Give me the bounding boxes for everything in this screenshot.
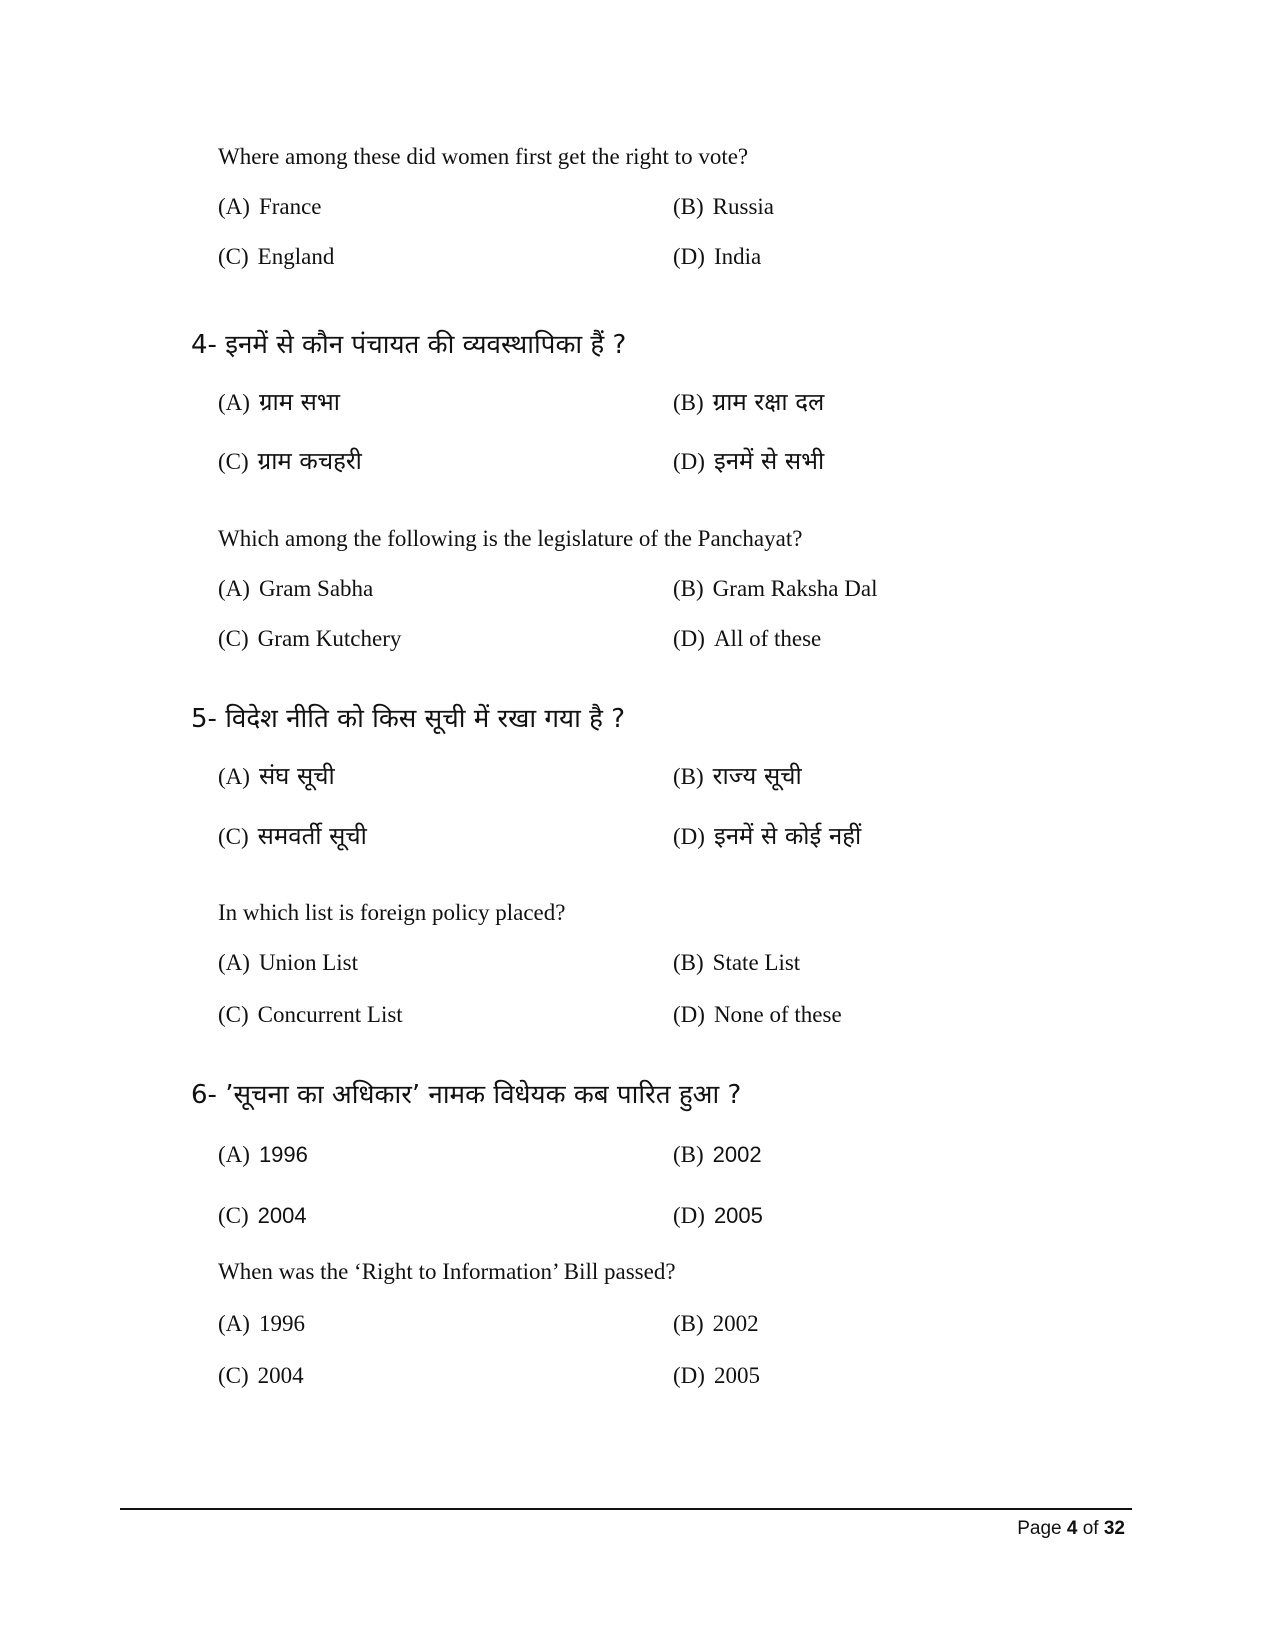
option-text: State List bbox=[712, 950, 801, 975]
option-letter: (B) bbox=[673, 576, 704, 601]
question-text: In which list is foreign policy placed? bbox=[218, 900, 566, 925]
option-a bbox=[218, 194, 322, 220]
option-text: 2005 bbox=[713, 1203, 763, 1228]
option-text: ग्राम सभा bbox=[258, 388, 340, 416]
option-letter: (D) bbox=[673, 1363, 705, 1388]
option-text: All of these bbox=[713, 626, 822, 651]
option-letter: (A) bbox=[218, 1142, 250, 1167]
option-b bbox=[673, 576, 877, 602]
option-text: 2004 bbox=[257, 1363, 304, 1388]
option-b bbox=[673, 950, 800, 976]
question-text: When was the ‘Right to Information’ Bill passed? bbox=[218, 1259, 676, 1284]
option-b bbox=[673, 759, 802, 792]
option-letter: (D) bbox=[673, 244, 705, 269]
page-current: 4 bbox=[1066, 1518, 1078, 1539]
option-letter: (D) bbox=[673, 1203, 705, 1228]
option-letter: (B) bbox=[673, 390, 704, 415]
option-text: Union List bbox=[258, 950, 358, 975]
option-a bbox=[218, 385, 340, 418]
option-letter: (C) bbox=[218, 1363, 249, 1388]
option-a bbox=[218, 950, 358, 976]
option-letter: (B) bbox=[673, 1142, 704, 1167]
page-prefix: Page bbox=[1017, 1518, 1067, 1539]
option-text: 1996 bbox=[258, 1311, 305, 1336]
option-text: 2002 bbox=[712, 1142, 762, 1167]
option-text: राज्य सूची bbox=[712, 762, 802, 790]
option-a bbox=[218, 1142, 308, 1168]
footer-divider bbox=[120, 1508, 1132, 1510]
option-b bbox=[673, 1311, 759, 1337]
option-b bbox=[673, 385, 824, 418]
option-letter: (A) bbox=[218, 1311, 250, 1336]
option-letter: (C) bbox=[218, 1203, 249, 1228]
option-text: 2004 bbox=[257, 1203, 307, 1228]
option-letter: (D) bbox=[673, 449, 705, 474]
option-c bbox=[218, 1002, 403, 1028]
option-a bbox=[218, 576, 373, 602]
option-b bbox=[673, 194, 774, 220]
option-c bbox=[218, 244, 334, 270]
option-letter: (D) bbox=[673, 1002, 705, 1027]
option-letter: (C) bbox=[218, 1002, 249, 1027]
question-text: Which among the following is the legislature of the Panchayat? bbox=[218, 526, 803, 551]
question-text-hindi: 4- इनमें से कौन पंचायत की व्यवस्थापिका हैं ? bbox=[191, 330, 627, 360]
option-text: इनमें से सभी bbox=[713, 447, 825, 475]
option-c bbox=[218, 626, 401, 652]
option-letter: (C) bbox=[218, 244, 249, 269]
option-letter: (A) bbox=[218, 390, 250, 415]
option-d bbox=[673, 244, 761, 270]
option-text: 2005 bbox=[713, 1363, 760, 1388]
option-text: समवर्ती सूची bbox=[257, 822, 367, 850]
option-d bbox=[673, 1363, 760, 1389]
option-letter: (A) bbox=[218, 576, 250, 601]
question-text-hindi: 5- विदेश नीति को किस सूची में रखा गया है ? bbox=[191, 704, 626, 734]
page-number bbox=[1017, 1518, 1125, 1540]
option-c bbox=[218, 819, 367, 852]
question-text: Where among these did women first get the right to vote? bbox=[218, 144, 749, 169]
option-text: Gram Raksha Dal bbox=[712, 576, 878, 601]
option-text: Russia bbox=[712, 194, 775, 219]
question-text-hindi: 6- ’सूचना का अधिकार’ नामक विधेयक कब पारित हुआ ? bbox=[191, 1080, 742, 1110]
option-c bbox=[218, 444, 362, 477]
option-a bbox=[218, 759, 335, 792]
option-letter: (B) bbox=[673, 950, 704, 975]
option-d bbox=[673, 819, 861, 852]
option-d bbox=[673, 1002, 842, 1028]
option-c bbox=[218, 1203, 307, 1229]
option-text: Concurrent List bbox=[257, 1002, 403, 1027]
option-letter: (A) bbox=[218, 194, 250, 219]
option-text: ग्राम कचहरी bbox=[257, 447, 362, 475]
option-letter: (C) bbox=[218, 824, 249, 849]
option-text: 2002 bbox=[712, 1311, 759, 1336]
option-text: India bbox=[713, 244, 762, 269]
option-letter: (A) bbox=[218, 764, 250, 789]
option-letter: (B) bbox=[673, 1311, 704, 1336]
option-letter: (B) bbox=[673, 764, 704, 789]
option-text: France bbox=[258, 194, 322, 219]
option-letter: (B) bbox=[673, 194, 704, 219]
page-of: of bbox=[1077, 1518, 1104, 1539]
option-letter: (C) bbox=[218, 449, 249, 474]
option-text: इनमें से कोई नहीं bbox=[713, 822, 862, 850]
page-total: 32 bbox=[1103, 1518, 1125, 1539]
option-d bbox=[673, 1203, 763, 1229]
option-text: ग्राम रक्षा दल bbox=[712, 388, 825, 416]
option-text: Gram Kutchery bbox=[257, 626, 402, 651]
option-letter: (D) bbox=[673, 824, 705, 849]
option-a bbox=[218, 1311, 305, 1337]
option-d bbox=[673, 444, 824, 477]
option-b bbox=[673, 1142, 762, 1168]
option-c bbox=[218, 1363, 304, 1389]
option-text: संघ सूची bbox=[258, 762, 335, 790]
option-text: None of these bbox=[713, 1002, 842, 1027]
option-letter: (A) bbox=[218, 950, 250, 975]
option-letter: (C) bbox=[218, 626, 249, 651]
option-text: 1996 bbox=[258, 1142, 308, 1167]
option-text: Gram Sabha bbox=[258, 576, 374, 601]
option-letter: (D) bbox=[673, 626, 705, 651]
option-text: England bbox=[257, 244, 335, 269]
option-d bbox=[673, 626, 821, 652]
